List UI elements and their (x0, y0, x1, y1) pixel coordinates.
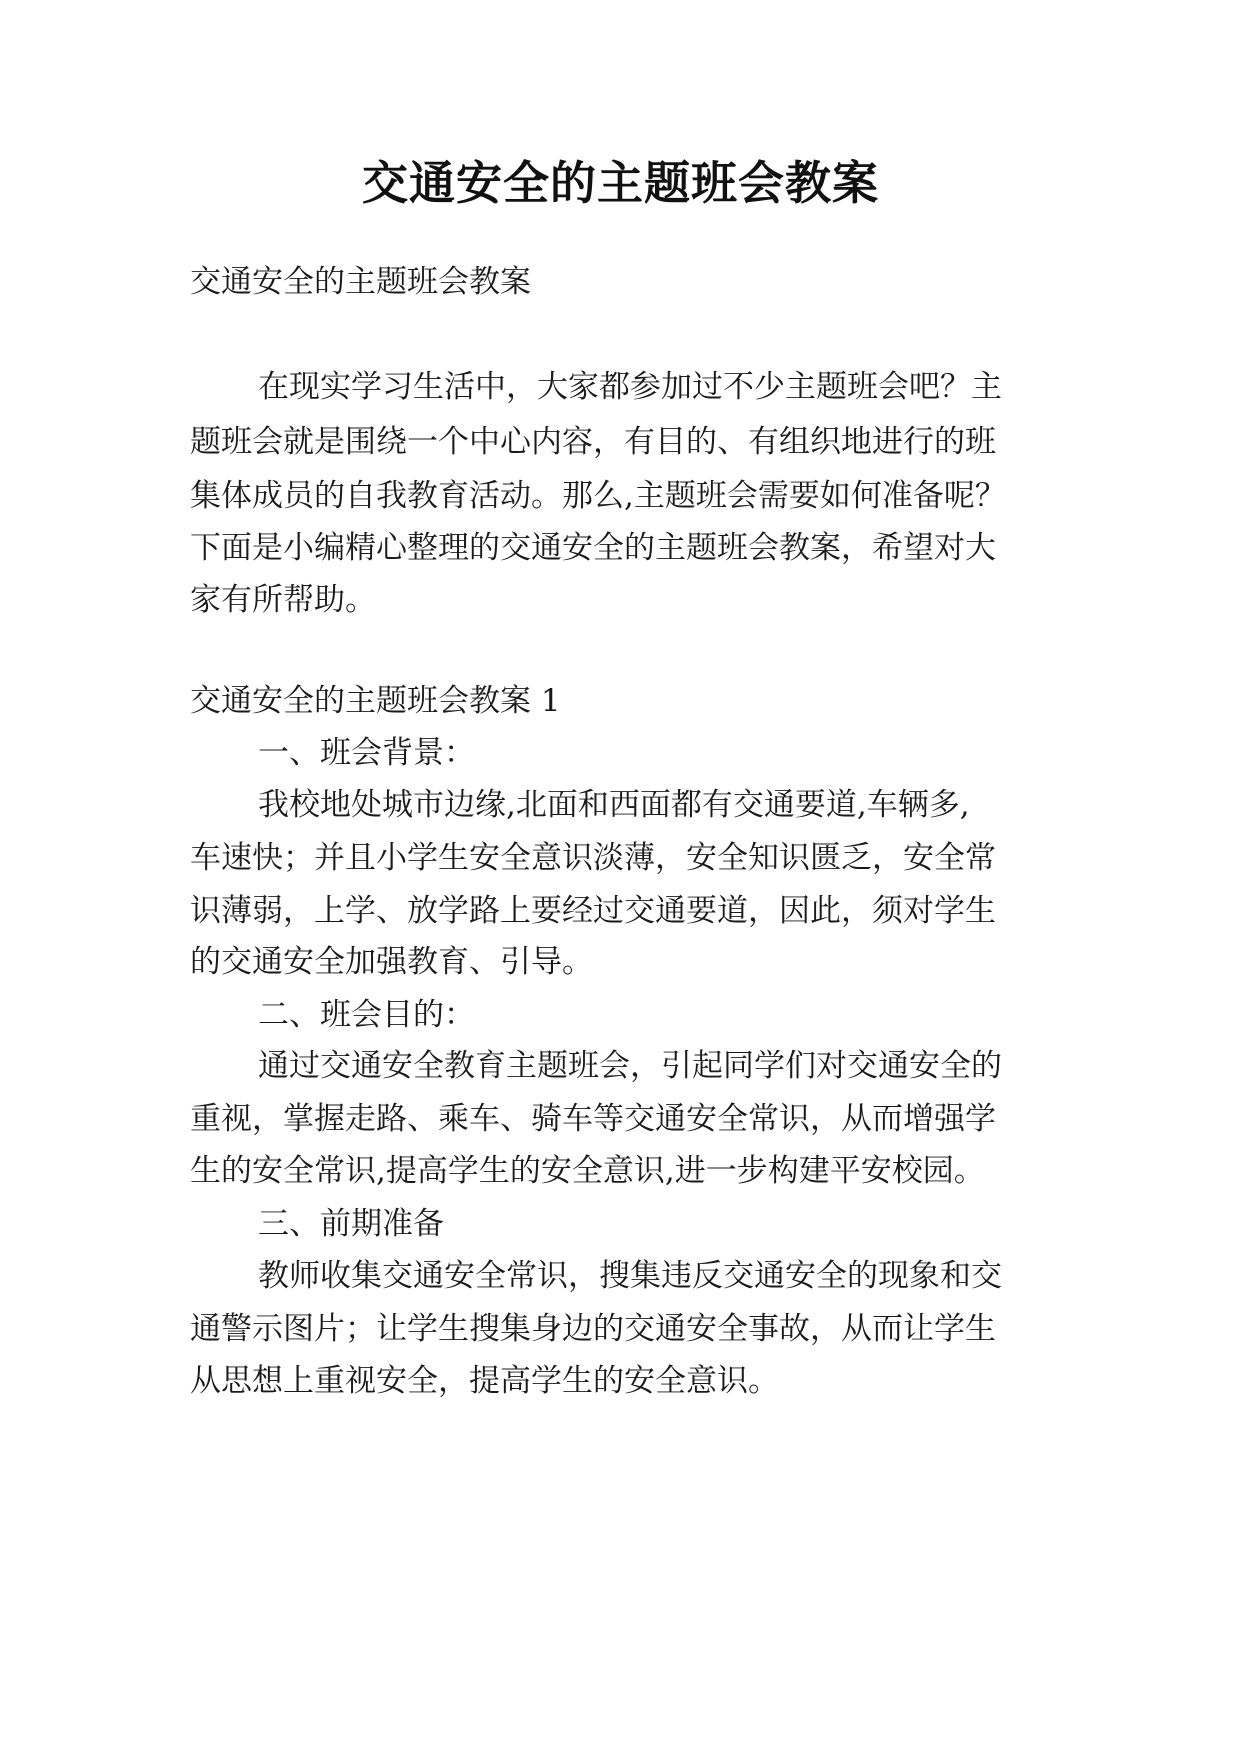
intro-line: 在现实学习生活中，大家都参加过不少主题班会吧？主 (258, 369, 1002, 405)
paragraph-line: 我校地处城市边缘,北面和西面都有交通要道,车辆多, (258, 787, 970, 823)
paragraph-line: 通警示图片；让学生搜集身边的交通安全事故，从而让学生 (190, 1311, 996, 1347)
paragraph-line: 从思想上重视安全，提高学生的安全意识。 (190, 1363, 779, 1399)
intro-line: 集体成员的自我教育活动。那么,主题班会需要如何准备呢？ (190, 478, 1006, 514)
subheading-purpose: 二、班会目的： (258, 997, 475, 1033)
section-heading: 交通安全的主题班会教案 1 (190, 683, 561, 719)
paragraph-line: 通过交通安全教育主题班会，引起同学们对交通安全的 (258, 1048, 1002, 1084)
subheading-preparation: 三、前期准备 (258, 1206, 444, 1242)
paragraph-line: 识薄弱，上学、放学路上要经过交通要道，因此，须对学生 (190, 893, 996, 929)
paragraph-line: 的交通安全加强教育、引导。 (190, 944, 593, 980)
paragraph-line: 重视，掌握走路、乘车、骑车等交通安全常识，从而增强学 (190, 1101, 996, 1137)
paragraph-line: 车速快；并且小学生安全意识淡薄，安全知识匮乏，安全常 (190, 840, 996, 876)
paragraph-line: 教师收集交通安全常识，搜集违反交通安全的现象和交 (258, 1258, 1002, 1294)
intro-line: 题班会就是围绕一个中心内容，有目的、有组织地进行的班 (190, 424, 996, 460)
subheading-background: 一、班会背景： (258, 735, 475, 771)
document-subtitle: 交通安全的主题班会教案 (190, 264, 531, 300)
intro-line: 家有所帮助。 (190, 582, 376, 618)
paragraph-line: 生的安全常识,提高学生的安全意识,进一步构建平安校园。 (190, 1153, 985, 1189)
document-title: 交通安全的主题班会教案 (362, 156, 879, 210)
intro-line: 下面是小编精心整理的交通安全的主题班会教案，希望对大 (190, 530, 996, 566)
